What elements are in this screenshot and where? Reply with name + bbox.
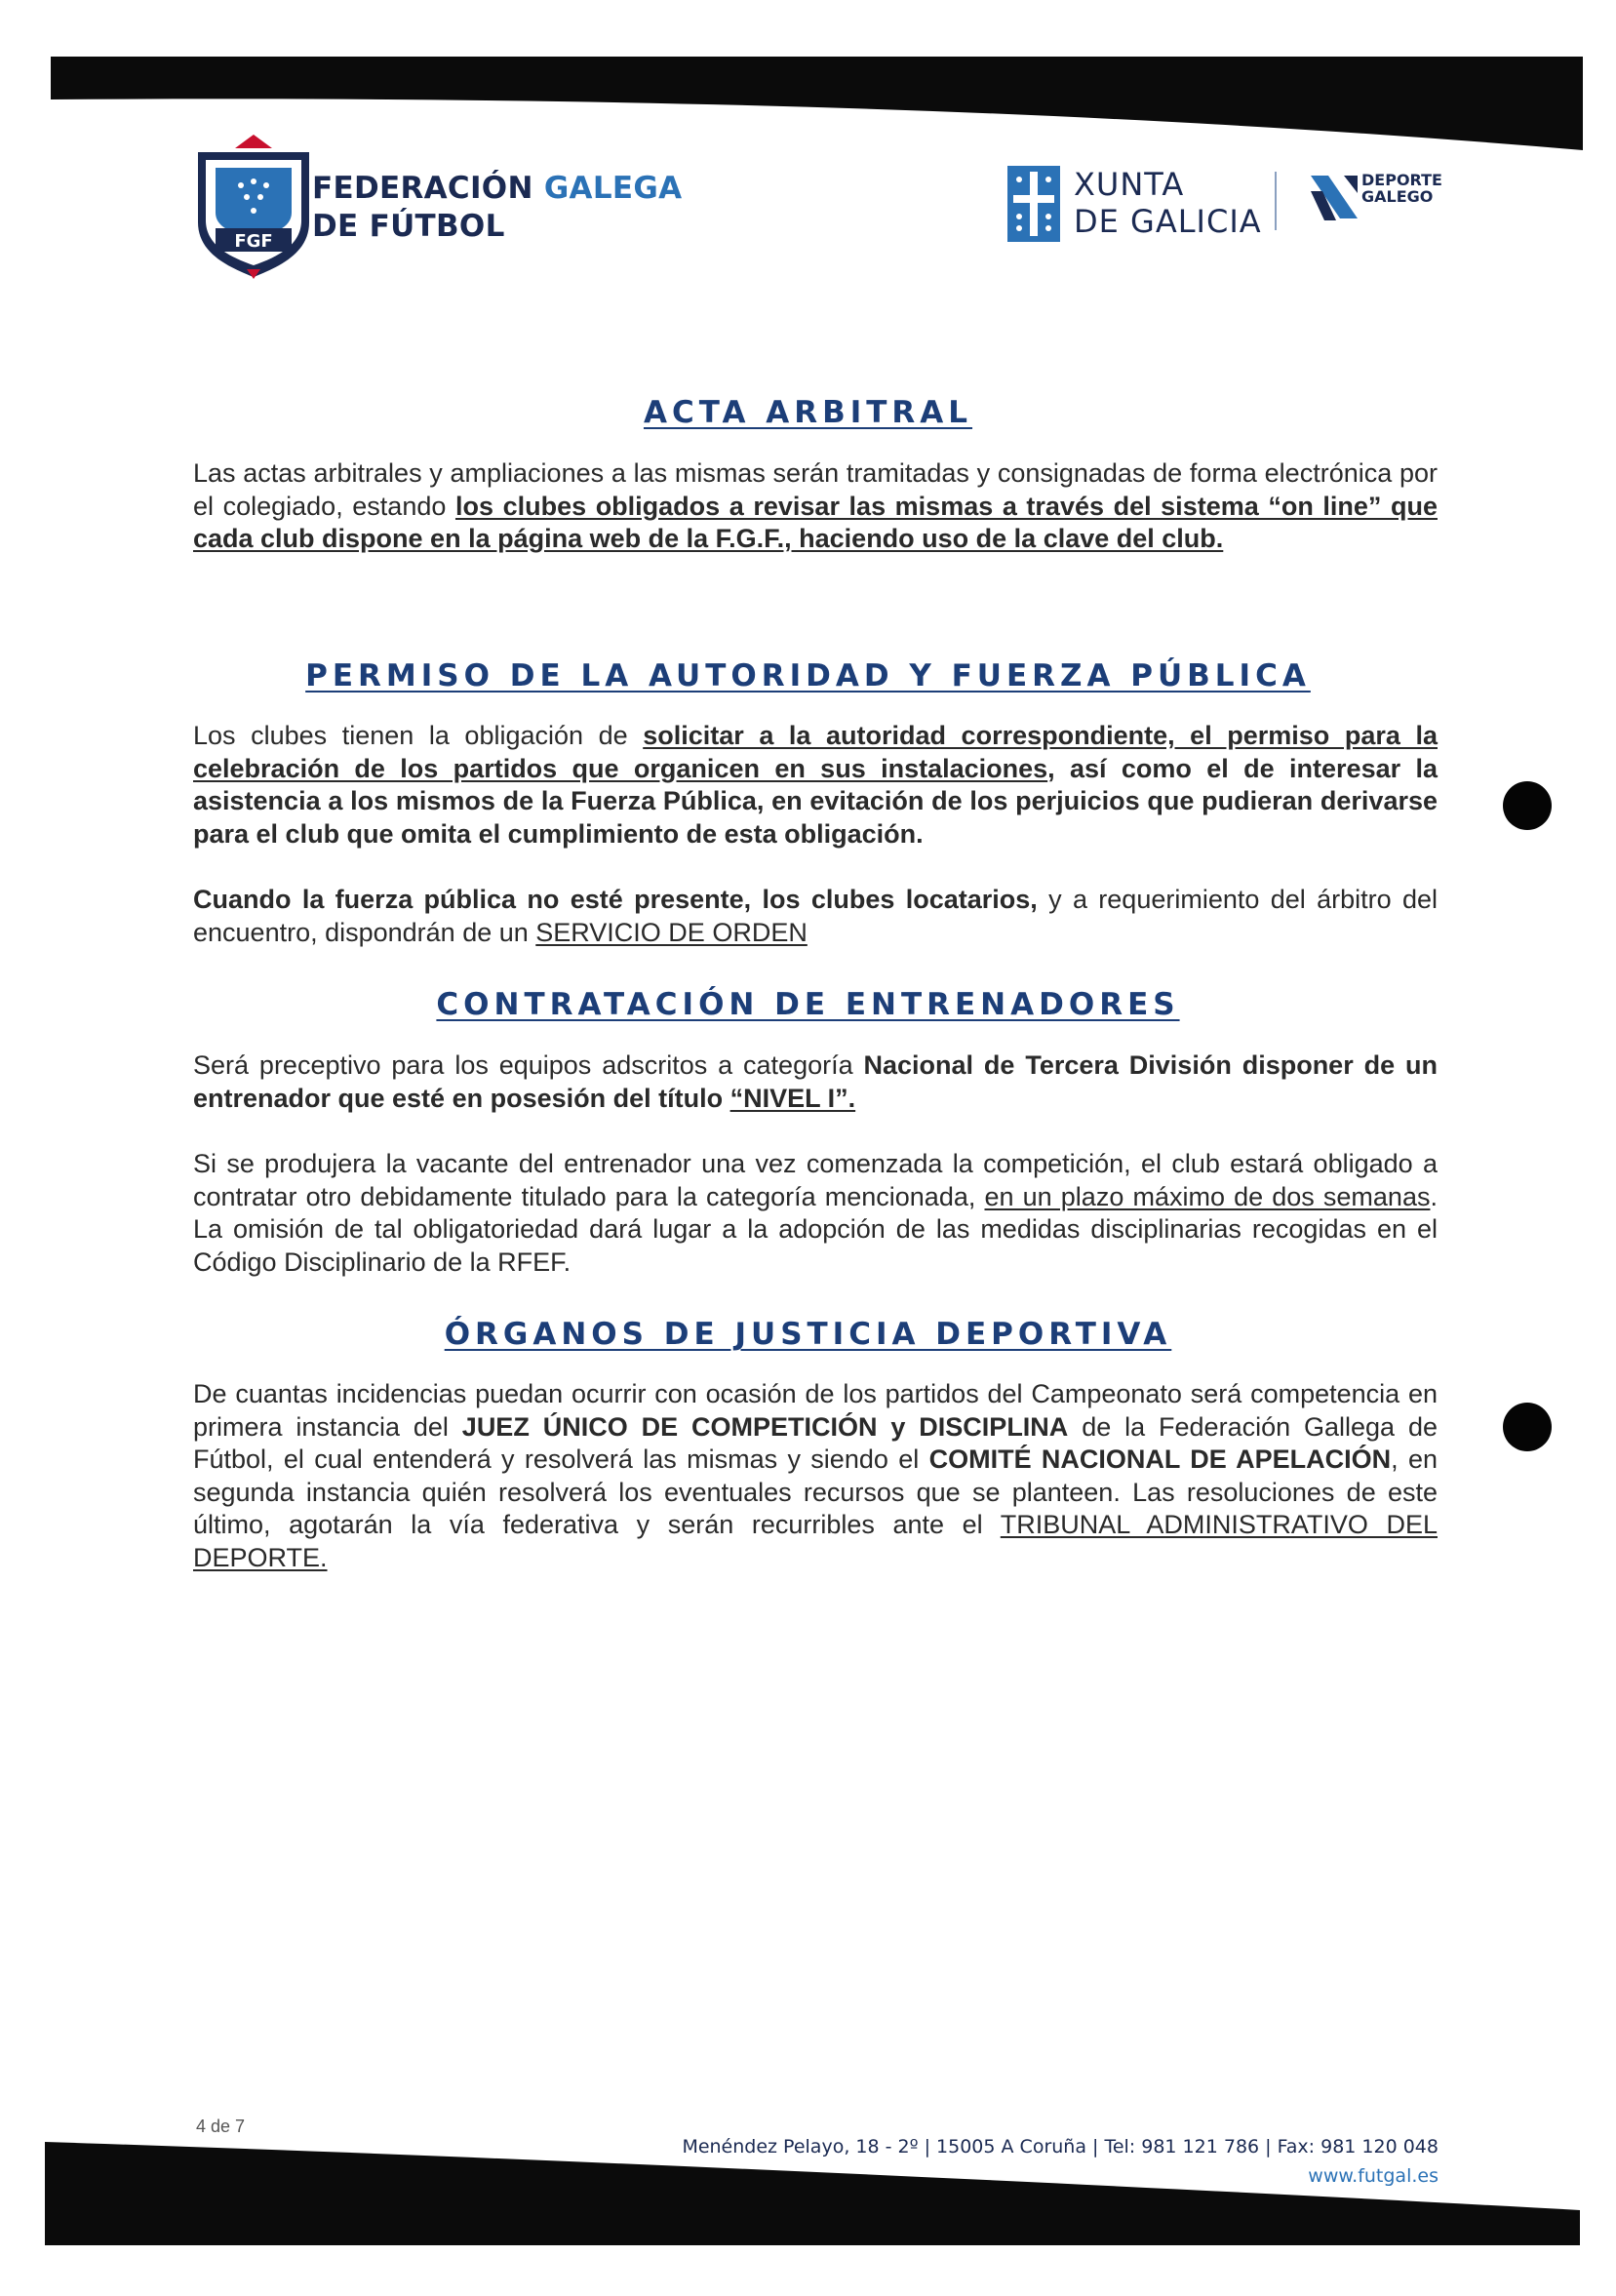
paragraph-organos: De cuantas incidencias puedan ocurrir con ocasión de los partidos del Campeonato será competencia en primera instancia del JUEZ ÚNICO DE COMPETICIÓN y DISCIPLINA de la Federación Gallega de Fútbol, el cual entenderá y resolverá las mismas y siendo el COMITÉ NACIONAL DE APELACIÓN, en segunda instancia quién resolverá los eventuales recursos que se planteen. Las resoluciones de este último, agotarán la vía federativa y serán recurribles ante el TRIBUNAL ADMINISTRATIVO DEL DEPORTE. (193, 1379, 1438, 1572)
fgf-name-galega: GALEGA (543, 171, 683, 206)
bottom-decorative-bar (45, 2142, 1580, 2245)
page-number: 4 de 7 (196, 2117, 246, 2136)
heading-acta-arbitral: ACTA ARBITRAL (643, 395, 973, 430)
paragraph-entrenadores-1: Será preceptivo para los equipos adscritos a categoría Nacional de Tercera División disponer de un entrenador que esté en posesión del título “NIVEL I”. (193, 1050, 1438, 1113)
deporte-galego-wordmark (1361, 172, 1442, 205)
paragraph-permiso-1: Los clubes tienen la obligación de solicitar a la autoridad correspondiente, el permiso para la celebración de los partidos que organicen en sus instalaciones, así como el de interesar la asistencia a los mismos de la Fuerza Pública, en evitación de los perjuicios que pudieran derivarse para el club que omita el cumplimiento de esta obligación. (193, 721, 1438, 849)
heading-permiso-autoridad: PERMISO DE LA AUTORIDAD Y FUERZA PÚBLICA (305, 658, 1311, 693)
footer-address: Menéndez Pelayo, 18 - 2º | 15005 A Coruña | Tel: 981 121 786 | Fax: 981 120 048 (682, 2136, 1439, 2157)
deporte-line-1: DEPORTE (1361, 171, 1442, 189)
paragraph-acta-arbitral: Las actas arbitrales y ampliaciones a las mismas serán tramitadas y consignadas de forma electrónica por el colegiado, estando los clubes obligados a revisar las mismas a través del sistema “on line” que cada club dispone en la página web de la F.G.F., haciendo uso de la clave del club. (193, 458, 1438, 553)
heading-organos-justicia: ÓRGANOS DE JUSTICIA DEPORTIVA (444, 1317, 1172, 1352)
fgf-wordmark (312, 170, 682, 246)
deporte-line-2: GALEGO (1361, 187, 1434, 206)
xunta-emblem-icon (1007, 166, 1060, 242)
xunta-wordmark (1074, 166, 1262, 240)
xunta-line-1: XUNTA (1074, 166, 1185, 203)
xunta-line-2: DE GALICIA (1074, 203, 1262, 240)
logo-divider (1275, 172, 1277, 230)
punch-hole-top (1503, 781, 1552, 830)
fgf-badge-text: FGF (234, 231, 273, 252)
heading-contratacion-entrenadores: CONTRATACIÓN DE ENTRENADORES (436, 987, 1180, 1022)
paragraph-entrenadores-2: Si se produjera la vacante del entrenador una vez comenzada la competición, el club estará obligado a contratar otro debidamente titulado para la categoría mencionada, en un plazo máximo de dos semanas. La omisión de tal obligatoriedad dará lugar a la adopción de las medidas disciplinarias recogidas en el Código Disciplinario de la RFEF. (193, 1149, 1438, 1277)
footer-website-link[interactable]: www.futgal.es (1308, 2165, 1439, 2187)
punch-hole-bottom (1503, 1403, 1552, 1451)
deporte-galego-icon (1307, 170, 1361, 226)
paragraph-permiso-2: Cuando la fuerza pública no esté presente, los clubes locatarios, y a requerimiento del árbitro del encuentro, dispondrán de un SERVICIO DE ORDEN (193, 885, 1438, 947)
fgf-crest-logo (190, 133, 317, 279)
fgf-name-de-futbol: DE FÚTBOL (312, 209, 505, 244)
fgf-name-federacion: FEDERACIÓN (312, 171, 533, 206)
